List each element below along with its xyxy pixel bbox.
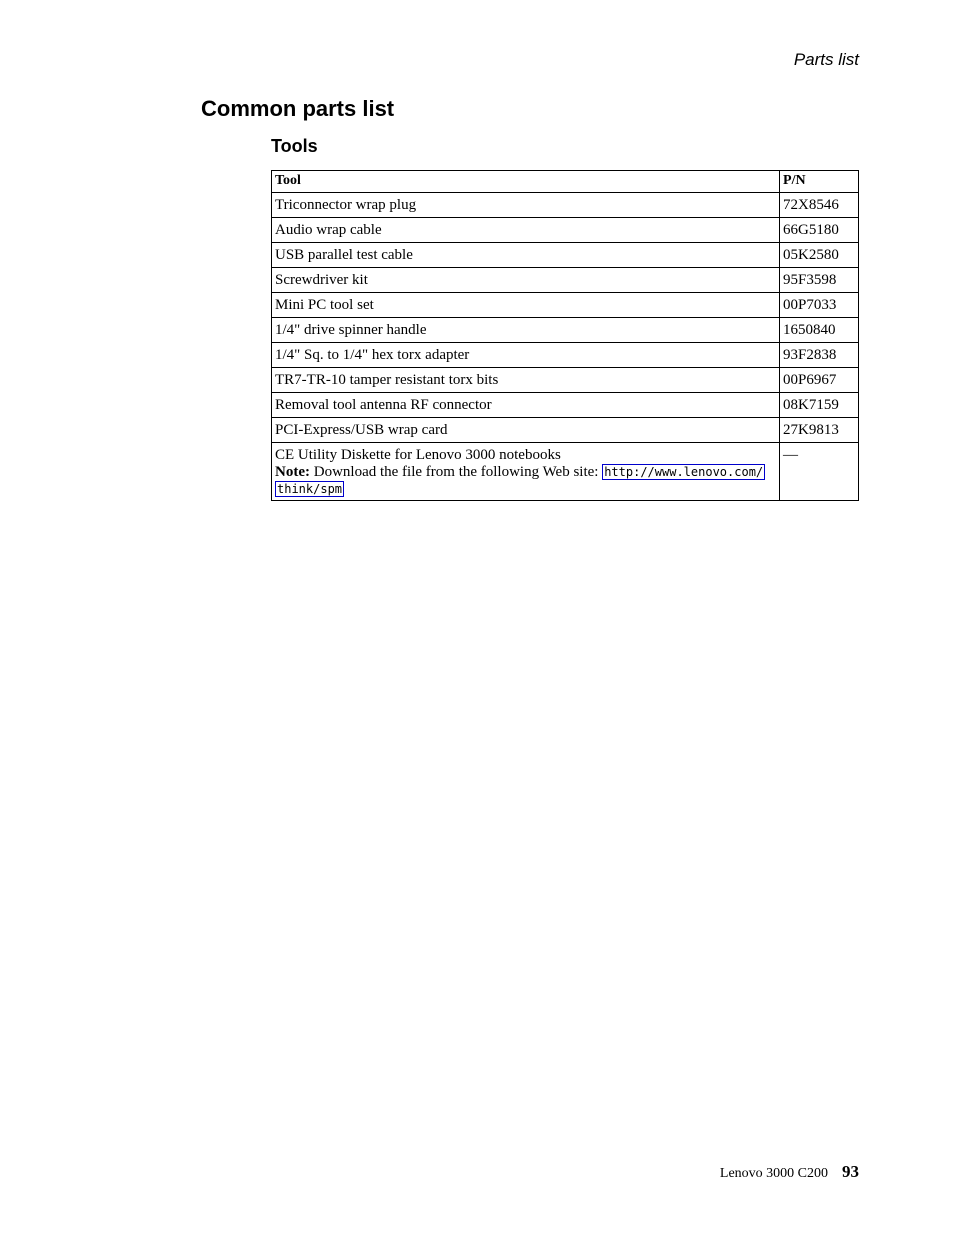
pn-cell: — xyxy=(780,443,859,501)
tool-cell: Removal tool antenna RF connector xyxy=(272,393,780,418)
tool-cell xyxy=(272,443,780,501)
footer-product: Lenovo 3000 C200 xyxy=(719,1166,828,1181)
tool-cell: Triconnector wrap plug xyxy=(272,193,780,218)
page-number: 93 xyxy=(842,1162,859,1181)
pn-cell: 1650840 xyxy=(780,318,859,343)
table-row xyxy=(272,268,859,293)
table-row xyxy=(272,343,859,368)
note-label: Note: xyxy=(275,464,310,480)
table-row xyxy=(272,318,859,343)
section-title: Common parts list xyxy=(201,96,395,121)
table-row xyxy=(272,418,859,443)
download-link[interactable]: http://www.lenovo.com/ xyxy=(604,465,764,479)
page-footer xyxy=(720,1162,859,1182)
table-header-row xyxy=(272,171,859,193)
tools-table xyxy=(271,170,859,501)
tool-name: CE Utility Diskette for Lenovo 3000 notebooks xyxy=(275,447,561,463)
table-row xyxy=(272,293,859,318)
pn-cell: 08K7159 xyxy=(780,393,859,418)
tool-cell: Audio wrap cable xyxy=(272,218,780,243)
table-row xyxy=(272,193,859,218)
pn-cell: 66G5180 xyxy=(780,218,859,243)
column-header-tool: Tool xyxy=(272,171,780,193)
pn-cell: 27K9813 xyxy=(780,418,859,443)
table-row xyxy=(272,218,859,243)
subsection-title: Tools xyxy=(271,136,318,156)
tool-cell: PCI-Express/USB wrap card xyxy=(272,418,780,443)
pn-cell: 72X8546 xyxy=(780,193,859,218)
tool-cell: Screwdriver kit xyxy=(272,268,780,293)
running-header: Parts list xyxy=(793,50,859,69)
tool-cell: Mini PC tool set xyxy=(272,293,780,318)
tool-cell: USB parallel test cable xyxy=(272,243,780,268)
tool-cell: 1/4" drive spinner handle xyxy=(272,318,780,343)
tool-cell: TR7-TR-10 tamper resistant torx bits xyxy=(272,368,780,393)
pn-cell: 95F3598 xyxy=(780,268,859,293)
pn-cell: 00P7033 xyxy=(780,293,859,318)
column-header-pn: P/N xyxy=(780,171,859,193)
download-link-continued[interactable]: think/spm xyxy=(277,482,343,496)
table-row xyxy=(272,443,859,501)
note-text: Download the file from the following Web site: xyxy=(313,464,599,480)
table-row xyxy=(272,243,859,268)
pn-cell: 05K2580 xyxy=(780,243,859,268)
pn-cell: 93F2838 xyxy=(780,343,859,368)
table-row xyxy=(272,393,859,418)
table-row xyxy=(272,368,859,393)
tool-cell: 1/4" Sq. to 1/4" hex torx adapter xyxy=(272,343,780,368)
pn-cell: 00P6967 xyxy=(780,368,859,393)
